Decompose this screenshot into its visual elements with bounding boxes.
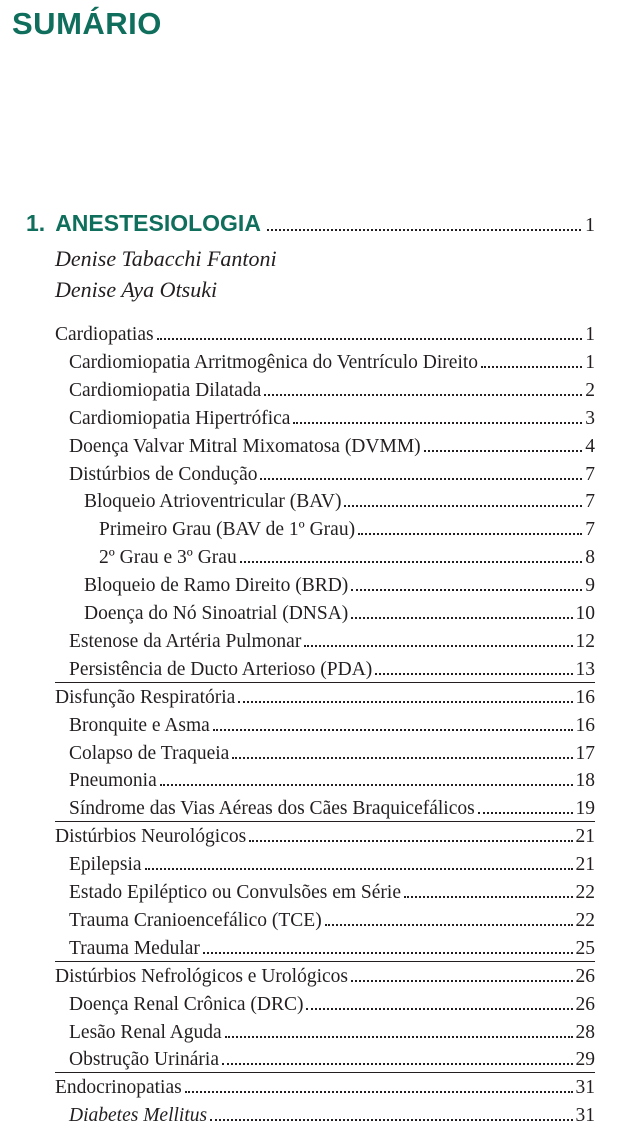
toc-entry-page: 7	[585, 519, 595, 541]
dot-leader	[351, 617, 572, 619]
toc-entry[interactable]	[69, 1043, 595, 1071]
toc-entry[interactable]	[84, 597, 595, 625]
toc-entry-title: Distúrbios Neurológicos	[55, 826, 247, 848]
dot-leader	[203, 952, 573, 954]
toc-entry[interactable]	[99, 513, 595, 541]
toc-entry-page: 22	[575, 909, 595, 931]
toc-entry[interactable]	[99, 541, 595, 569]
toc-entry-title: Pneumonia	[69, 770, 157, 792]
dot-leader	[306, 1008, 572, 1010]
toc-entry-title: Lesão Renal Aguda	[69, 1021, 222, 1043]
toc-entry[interactable]	[69, 988, 595, 1016]
dot-leader	[185, 1091, 573, 1093]
toc-entry-title: Estenose da Artéria Pulmonar	[69, 630, 302, 652]
toc-entry-page: 16	[575, 714, 595, 736]
toc-entry[interactable]	[69, 792, 595, 820]
toc-entry-page: 19	[575, 798, 595, 820]
toc-entry[interactable]	[69, 1099, 595, 1127]
toc-entry-title: Obstrução Urinária	[69, 1049, 219, 1071]
toc-entry[interactable]	[69, 625, 595, 653]
toc-entry-title: 2º Grau e 3º Grau	[99, 547, 237, 569]
toc-entry-page: 3	[585, 407, 595, 429]
author-name: Denise Aya Otsuki	[55, 277, 218, 302]
toc-entry-page: 21	[575, 826, 595, 848]
toc-entry-title: Cardiomiopatia Dilatada	[69, 379, 262, 401]
toc-entry-title: Cardiomiopatia Hipertrófica	[69, 407, 291, 429]
toc-entry-page: 21	[575, 854, 595, 876]
toc-entry[interactable]	[69, 653, 595, 681]
dot-leader	[267, 229, 581, 231]
dot-leader	[351, 589, 582, 591]
chapter-heading	[26, 203, 595, 237]
dot-leader	[304, 645, 572, 647]
toc-entry-title: Estado Epiléptico ou Convulsões em Série	[69, 882, 401, 903]
toc-entry-page: 29	[575, 1049, 595, 1071]
toc-entry-page: 1	[585, 324, 595, 345]
dot-leader	[325, 924, 573, 926]
toc-entry-page: 31	[575, 1077, 595, 1099]
dot-leader	[213, 729, 573, 731]
dot-leader	[358, 533, 582, 535]
page-title: SUMÁRIO	[12, 6, 162, 41]
toc-entry-page: 12	[575, 630, 595, 652]
toc-entry-page: 2	[585, 379, 595, 401]
toc-entry-page: 9	[585, 575, 595, 597]
dot-leader	[351, 980, 573, 982]
toc-entry[interactable]	[69, 709, 595, 737]
toc-entry-page: 7	[585, 491, 595, 513]
toc-entry-page: 26	[575, 965, 595, 987]
toc-entry-title: Diabetes Mellitus	[69, 1105, 208, 1127]
dot-leader	[210, 1119, 572, 1121]
toc-entry[interactable]	[69, 848, 595, 876]
dot-leader	[238, 701, 572, 703]
toc-entry-title: Bloqueio Atrioventricular (BAV)	[84, 491, 342, 513]
toc-entry-title: Trauma Cranioencefálico (TCE)	[69, 909, 322, 931]
toc-entry-page: 31	[575, 1105, 595, 1127]
dot-leader	[160, 784, 573, 786]
toc-entry-page: 17	[575, 742, 595, 764]
toc-entry-title: Cardiomiopatia Arritmogênica do Ventrículo Direito	[69, 351, 479, 373]
toc-entry[interactable]	[84, 485, 595, 513]
dot-leader	[249, 840, 572, 842]
toc-entry-page: 10	[575, 603, 595, 624]
toc-entry-title: Bloqueio de Ramo Direito (BRD)	[84, 575, 349, 597]
toc-entry-title: Distúrbios de Condução	[69, 463, 258, 485]
toc-entry[interactable]	[69, 1016, 595, 1044]
toc-entry-page: 16	[575, 686, 595, 708]
chapter-number: 1.	[26, 210, 46, 236]
toc-entry-title: Trauma Medular	[69, 937, 200, 959]
toc-entry[interactable]	[69, 904, 595, 932]
toc-entry-page: 1	[585, 351, 595, 373]
dot-leader	[222, 1063, 573, 1065]
toc-entry[interactable]	[55, 318, 595, 346]
author-name: Denise Tabacchi Fantoni	[55, 246, 277, 271]
dot-leader	[375, 673, 572, 675]
toc-entry-page: 28	[575, 1021, 595, 1043]
chapter-page-number: 1	[585, 214, 595, 236]
toc-entry-page: 25	[575, 937, 595, 959]
toc-entry[interactable]	[69, 764, 595, 792]
toc-entry-page: 18	[575, 770, 595, 792]
toc-entry-title: Colapso de Traqueia	[69, 742, 230, 764]
toc-entry-title: Epilepsia	[69, 854, 142, 876]
dot-leader	[225, 1036, 573, 1038]
toc-entry-title: Bronquite e Asma	[69, 714, 210, 736]
toc-entry-page: 4	[585, 435, 595, 457]
toc-entry[interactable]	[69, 374, 595, 402]
dot-leader	[293, 422, 582, 424]
toc-entry[interactable]	[69, 737, 595, 765]
toc-entry-page: 13	[575, 658, 595, 680]
authors	[55, 243, 277, 305]
dot-leader	[404, 896, 573, 898]
dot-leader	[145, 868, 573, 870]
toc-entry-title: Primeiro Grau (BAV de 1º Grau)	[99, 519, 356, 541]
toc-entry[interactable]	[84, 569, 595, 597]
toc-entry-page: 8	[585, 547, 595, 569]
toc-entry[interactable]	[55, 960, 595, 988]
toc-entry[interactable]	[69, 430, 595, 458]
toc-entry-page: 22	[575, 882, 595, 903]
dot-leader	[264, 394, 582, 396]
toc-entry[interactable]	[69, 932, 595, 960]
toc-entry[interactable]	[55, 1071, 595, 1099]
toc-entry[interactable]	[55, 681, 595, 709]
toc-entry-title: Doença Valvar Mitral Mixomatosa (DVMM)	[69, 435, 421, 457]
toc-entry[interactable]	[55, 820, 595, 848]
dot-leader	[260, 478, 582, 480]
toc-entry[interactable]	[69, 402, 595, 430]
toc-entry[interactable]	[69, 346, 595, 374]
toc-entry-title: Síndrome das Vias Aéreas dos Cães Braquicefálicos	[69, 798, 475, 820]
toc-entry-page: 7	[585, 463, 595, 485]
toc-entry-title: Doença do Nó Sinoatrial (DNSA)	[84, 603, 349, 624]
toc-entry-title: Distúrbios Nefrológicos e Urológicos	[55, 965, 348, 987]
dot-leader	[481, 366, 582, 368]
toc-entry-title: Disfunção Respiratória	[55, 686, 236, 708]
dot-leader	[424, 450, 583, 452]
toc-entry-title: Endocrinopatias	[55, 1077, 182, 1099]
toc-entry-title: Persistência de Ducto Arterioso (PDA)	[69, 658, 373, 680]
dot-leader	[232, 757, 572, 759]
chapter-title: ANESTESIOLOGIA	[55, 210, 261, 236]
toc-entry[interactable]	[69, 876, 595, 904]
toc-entry-title: Doença Renal Crônica (DRC)	[69, 993, 304, 1015]
dot-leader	[478, 812, 573, 814]
dot-leader	[344, 505, 582, 507]
dot-leader	[157, 338, 583, 340]
toc-entry[interactable]	[69, 458, 595, 486]
toc-entry-title: Cardiopatias	[55, 324, 154, 345]
dot-leader	[240, 561, 583, 563]
toc-entry-page: 26	[575, 993, 595, 1015]
